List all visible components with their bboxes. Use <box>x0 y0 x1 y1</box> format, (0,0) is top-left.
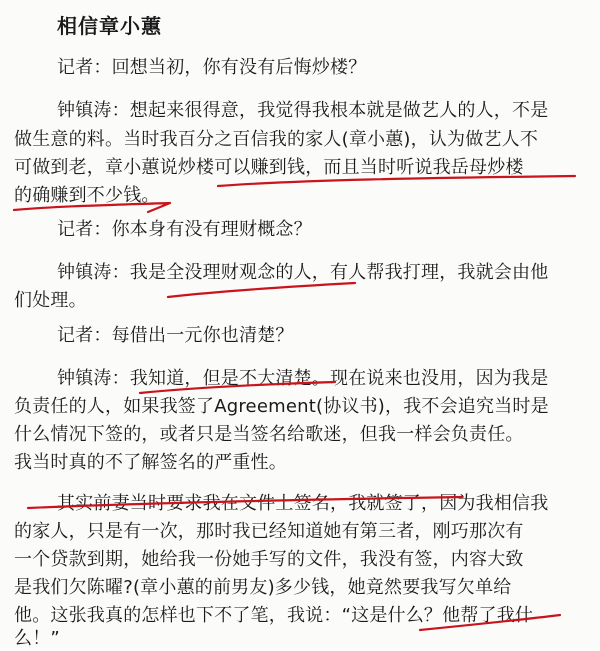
text-line: 么！” <box>14 628 60 649</box>
underline-mark <box>168 283 355 297</box>
document-title: 相信章小蕙 <box>57 14 162 38</box>
text-line: 一个贷款到期，她给我一份她手写的文件，我没有签，内容大致 <box>14 549 524 570</box>
text-line: 钟镇涛：我是全没理财观念的人，有人帮我打理，我就会由他 <box>57 262 549 283</box>
text-line: 的家人，只是有一次，那时我已经知道她有第三者，刚巧那次有 <box>14 521 524 542</box>
underline-mark <box>218 176 575 186</box>
text-line: 他。这张我真的怎样也下不了笔，我说：“这是什么？他帮了我什 <box>14 605 534 626</box>
text-line: 钟镇涛：想起来很得意，我觉得我根本就是做艺人的人，不是 <box>57 100 549 121</box>
underline-mark <box>28 497 462 508</box>
text-line: 负责任的人，如果我签了Agreement(协议书)，我不会追究当时是 <box>14 396 549 417</box>
text-line: 钟镇涛：我知道，但是不大清楚。现在说来也没用，因为我是 <box>57 368 549 389</box>
text-line: 记者：每借出一元你也清楚？ <box>57 325 294 346</box>
text-line: 我当时真的不了解签名的严重性。 <box>14 452 287 473</box>
text-line: 记者：你本身有没有理财概念？ <box>57 219 312 240</box>
underline-mark <box>420 615 560 630</box>
text-line: 记者：回想当初，你有没有后悔炒楼？ <box>57 57 367 78</box>
text-line: 什么情况下签的，或者只是当签名给歌迷，但我一样会负责任。 <box>14 424 524 445</box>
underline-mark <box>14 203 170 212</box>
text-line: 做生意的料。当时我百分之百信我的家人(章小蕙)，认为做艺人不 <box>14 129 539 150</box>
text-line: 是我们欠陈曜?(章小蕙的前男友)多少钱，她竟然要我写欠单给 <box>14 577 512 598</box>
text-line: 们处理。 <box>14 290 87 311</box>
text-line: 的确赚到不少钱。 <box>14 185 160 206</box>
text-line: 其实前妻当时要求我在文件上签名，我就签了，因为我相信我 <box>57 493 549 514</box>
underline-mark <box>140 382 335 393</box>
text-line: 可做到老，章小蕙说炒楼可以赚到钱，而且当时听说我岳母炒楼 <box>14 157 524 178</box>
